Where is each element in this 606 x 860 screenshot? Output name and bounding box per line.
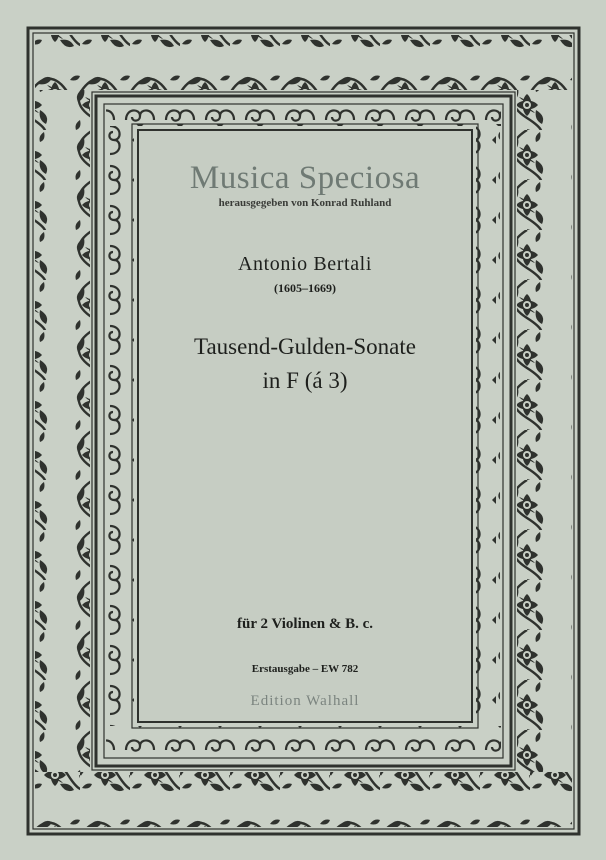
work-title: Tausend-Gulden-Sonate <box>194 334 416 359</box>
work-subtitle: in F (á 3) <box>262 368 348 393</box>
instrumentation: für 2 Violinen & B. c. <box>237 616 373 632</box>
series-title: Musica Speciosa <box>189 160 421 196</box>
composer-dates: (1605–1669) <box>274 281 336 295</box>
title-panel <box>137 129 473 723</box>
series-editor: herausgegeben von Konrad Ruhland <box>218 197 392 209</box>
edition-number: Erstausgabe – EW 782 <box>251 663 359 675</box>
publisher-name: Edition Walhall <box>250 693 360 709</box>
composer-name: Antonio Bertali <box>238 253 372 275</box>
